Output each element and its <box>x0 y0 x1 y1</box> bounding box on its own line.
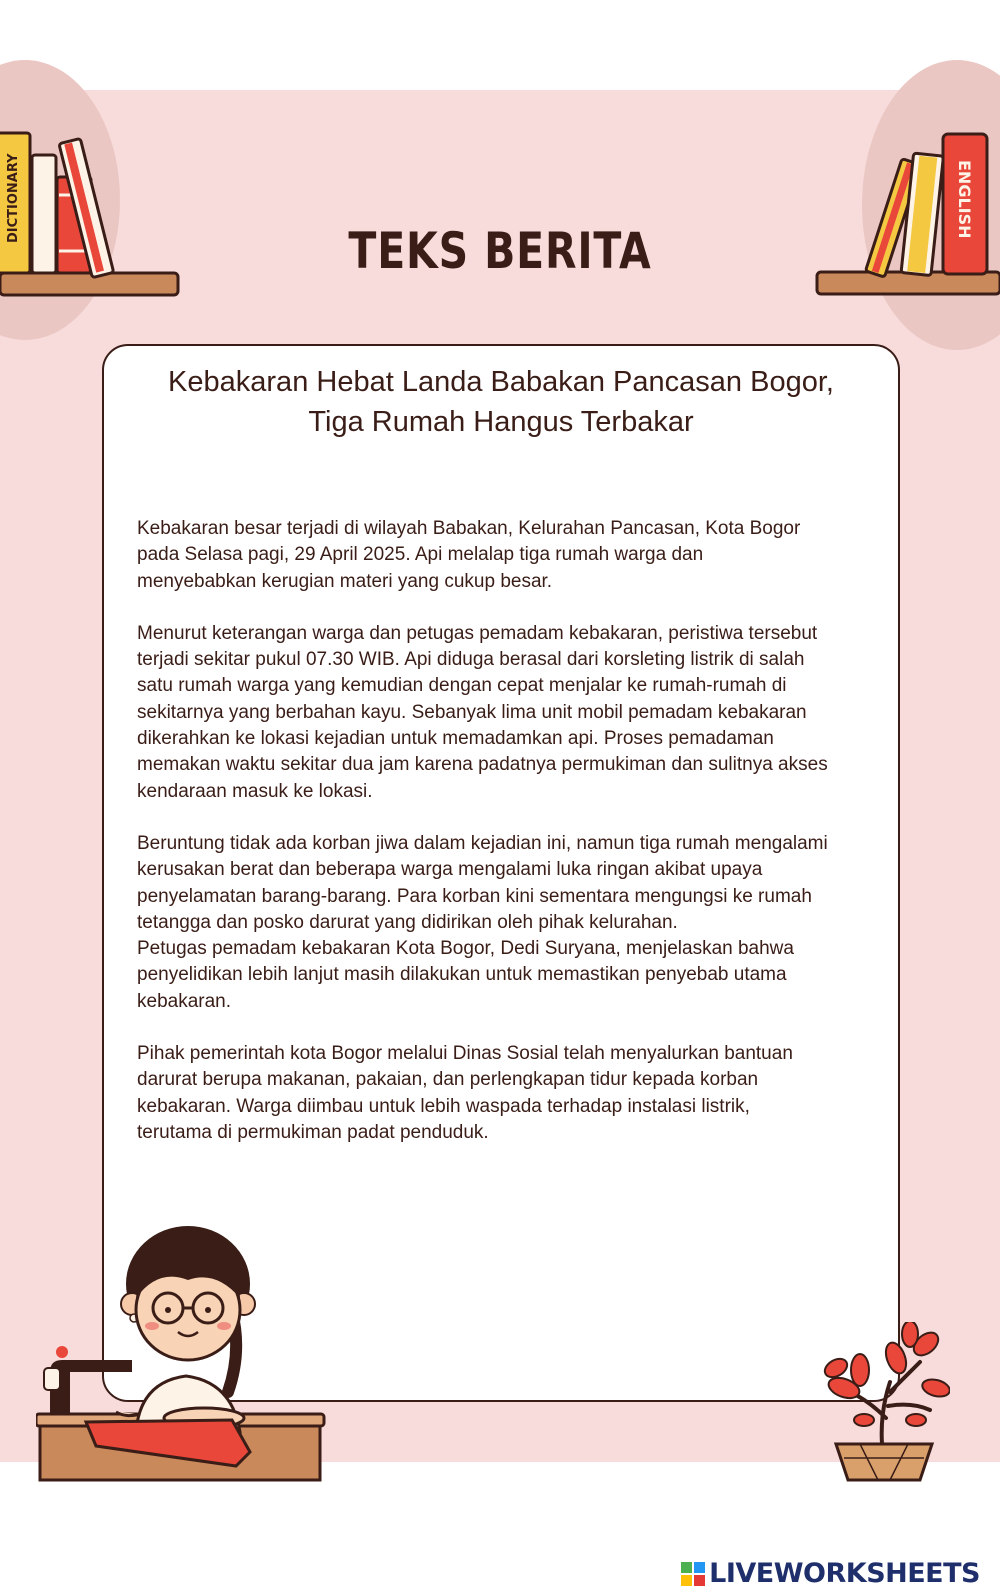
paragraph-2: Menurut keterangan warga dan petugas pemadam kebakaran, peristiwa tersebut terjadi sekitar pukul 07.30 WIB. Api diduga berasal dari korsleting listrik di salah satu rumah warga yang kemudian dengan cepat menjalar ke rumah-rumah di sekitarnya yang berbahan kayu. Sebanyak lima unit mobil pemadam kebakaran dikerahkan ke lokasi kejadian untuk memadamkan api. Proses pemadaman memakan waktu sekitar dua jam karena padatnya permukiman dan sulitnya akses kendaraan masuk ke lokasi. <box>137 622 828 802</box>
article-body <box>137 516 877 1172</box>
article-headline: Kebakaran Hebat Landa Babakan Pancasan Bogor, Tiga Rumah Hangus Terbakar <box>168 366 834 438</box>
brand-text: LIVEWORKSHEETS <box>709 1558 980 1589</box>
paragraph-3: Beruntung tidak ada korban jiwa dalam kejadian ini, namun tiga rumah mengalami kerusakan berat dan beberapa warga mengalami luka ringan akibat upaya penyelamatan barang-barang. Para korban kini sementara mengungsi ke rumah tetangga dan posko darurat yang didirikan oleh pihak kelurahan. Petugas pemadam kebakaran Kota Bogor, Dedi Suryana, menjelaskan bahwa penyelidikan lebih lanjut masih dilakukan untuk memastikan penyebab utama kebakaran. <box>137 832 828 1012</box>
book-label-english: ENGLISH <box>955 160 974 239</box>
paragraph-1: Kebakaran besar terjadi di wilayah Babakan, Kelurahan Pancasan, Kota Bogor pada Selasa pagi, 29 April 2025. Api melalap tiga rumah warga dan menyebabkan kerugian materi yang cukup besar. <box>137 518 801 592</box>
paragraph-4: Pihak pemerintah kota Bogor melalui Dinas Sosial telah menyalurkan bantuan darurat berupa makanan, pakaian, dan perlengkapan tidur kepada korban kebakaran. Warga diimbau untuk lebih waspada terhadap instalasi listrik, terutama di permukiman padat penduduk. <box>137 1043 793 1143</box>
girl-sewing-illustration <box>36 1222 326 1482</box>
book-label-dictionary: DICTIONARY <box>6 153 21 243</box>
potted-plant-illustration <box>820 1322 950 1482</box>
liveworksheets-brand <box>681 1558 980 1589</box>
liveworksheets-logo-icon <box>681 1562 705 1586</box>
page-title: TEKS BERITA <box>348 222 652 280</box>
